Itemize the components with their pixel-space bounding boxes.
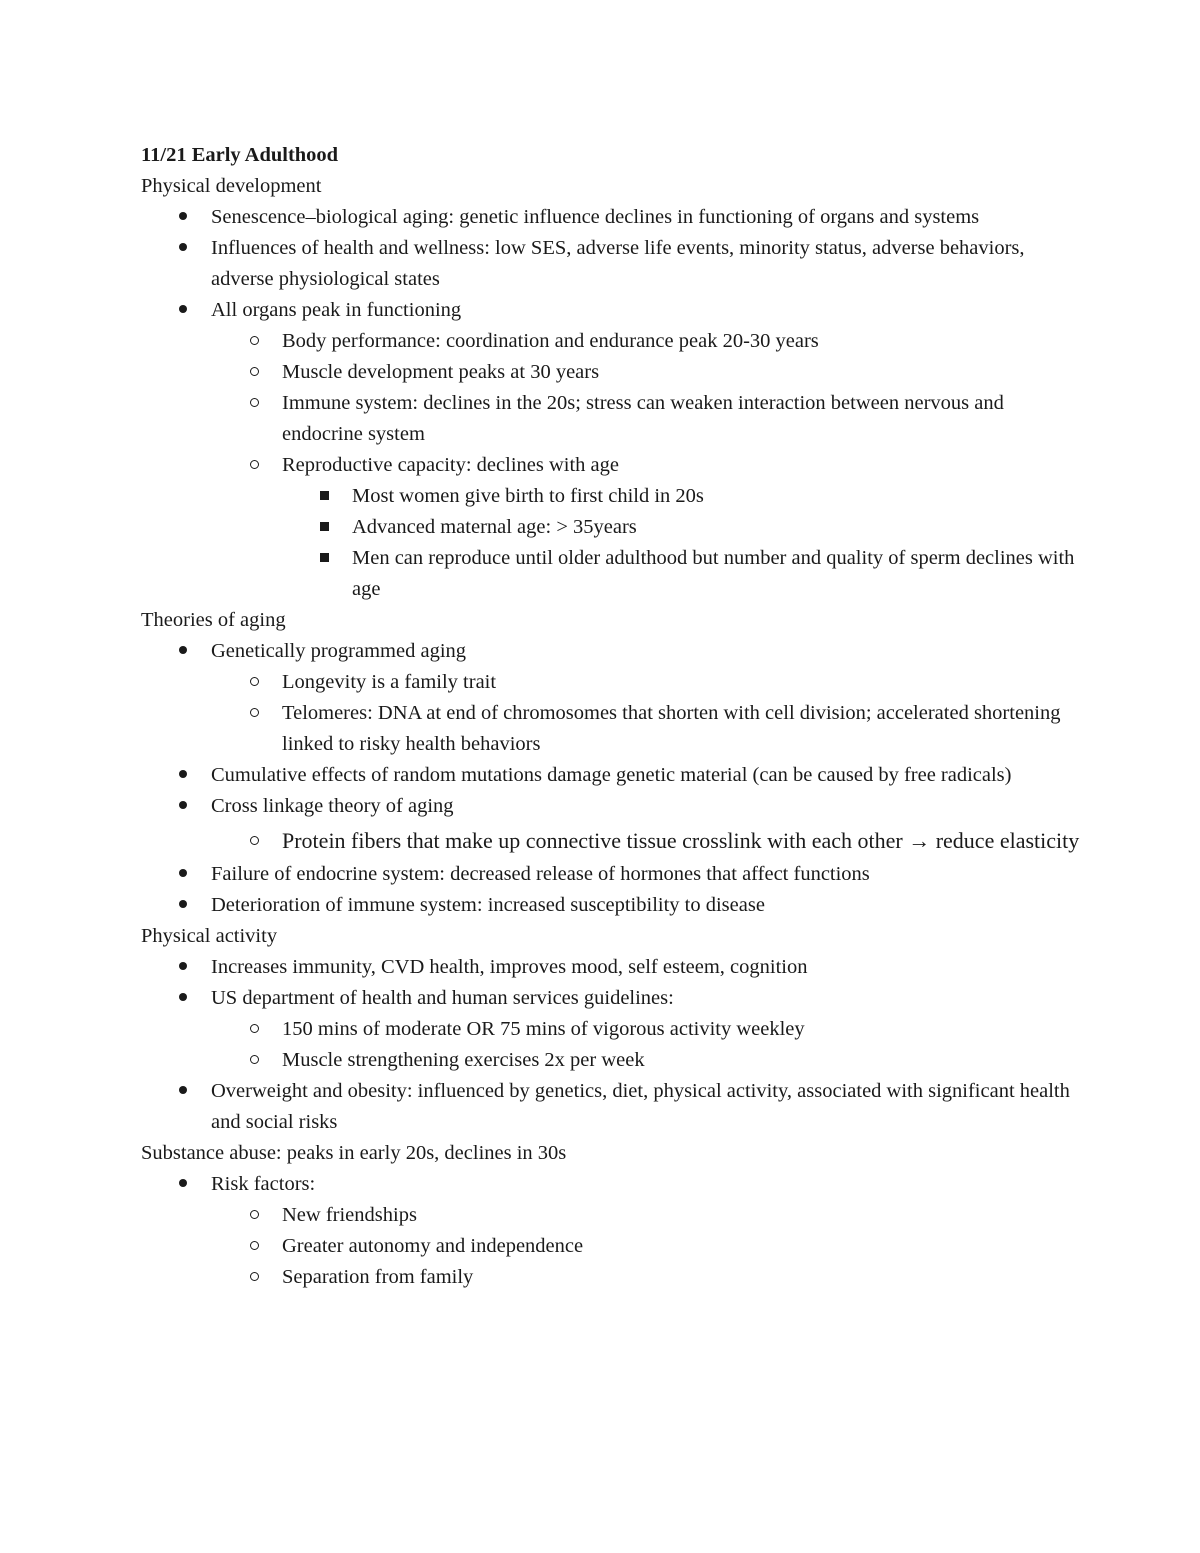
list-item: Immune system: declines in the 20s; stress can weaken interaction between nervous and endocrine system xyxy=(141,388,1081,450)
list-item: Increases immunity, CVD health, improves mood, self esteem, cognition xyxy=(141,952,1081,983)
bullet-square-icon xyxy=(314,543,334,574)
section-heading-substance-abuse: Substance abuse: peaks in early 20s, declines in 30s xyxy=(141,1142,567,1164)
bullet-circle-icon xyxy=(244,357,264,388)
list-item: Men can reproduce until older adulthood but number and quality of sperm declines with age xyxy=(141,543,1081,605)
bullet-circle-icon xyxy=(244,450,264,481)
list-physical-development xyxy=(141,202,1081,605)
bullet-square-icon xyxy=(314,512,334,543)
list-item: Body performance: coordination and endurance peak 20-30 years xyxy=(141,326,1081,357)
list-item: New friendships xyxy=(141,1200,1081,1231)
list-item: Advanced maternal age: > 35years xyxy=(141,512,1081,543)
list-item: Separation from family xyxy=(141,1262,1081,1293)
list-physical-activity xyxy=(141,952,1081,1138)
bullet-circle-icon xyxy=(244,326,264,357)
bullet-disc-icon xyxy=(173,295,193,326)
list-item: Longevity is a family trait xyxy=(141,667,1081,698)
list-substance-abuse xyxy=(141,1169,1081,1293)
section-heading-physical-activity: Physical activity xyxy=(141,925,278,947)
bullet-circle-icon xyxy=(244,1231,264,1262)
list-item: Most women give birth to first child in 20s xyxy=(141,481,1081,512)
list-item: Genetically programmed aging xyxy=(141,636,1081,667)
bullet-disc-icon xyxy=(173,890,193,921)
list-item: Influences of health and wellness: low SES, adverse life events, minority status, adverse behaviors, adverse physiological states xyxy=(141,233,1081,295)
bullet-disc-icon xyxy=(173,233,193,264)
list-item: Reproductive capacity: declines with age xyxy=(141,450,1081,481)
list-item: Senescence–biological aging: genetic influence declines in functioning of organs and systems xyxy=(141,202,1081,233)
document-page xyxy=(141,140,1081,1293)
list-item: All organs peak in functioning xyxy=(141,295,1081,326)
bullet-disc-icon xyxy=(173,859,193,890)
list-item: Protein fibers that make up connective tissue crosslink with each other → reduce elasticity xyxy=(141,822,1081,859)
list-item: Risk factors: xyxy=(141,1169,1081,1200)
bullet-circle-icon xyxy=(244,388,264,419)
list-item: Overweight and obesity: influenced by genetics, diet, physical activity, associated with significant health and social risks xyxy=(141,1076,1081,1138)
bullet-disc-icon xyxy=(173,636,193,667)
bullet-disc-icon xyxy=(173,202,193,233)
page-title: 11/21 Early Adulthood xyxy=(141,144,339,166)
section-heading-theories-of-aging: Theories of aging xyxy=(141,609,286,631)
bullet-disc-icon xyxy=(173,983,193,1014)
bullet-circle-icon xyxy=(244,1045,264,1076)
list-item: Cumulative effects of random mutations damage genetic material (can be caused by free radicals) xyxy=(141,760,1081,791)
list-theories-of-aging xyxy=(141,636,1081,921)
list-item: Telomeres: DNA at end of chromosomes that shorten with cell division; accelerated shortening linked to risky health behaviors xyxy=(141,698,1081,760)
list-item: 150 mins of moderate OR 75 mins of vigorous activity weekley xyxy=(141,1014,1081,1045)
list-item: Muscle development peaks at 30 years xyxy=(141,357,1081,388)
bullet-disc-icon xyxy=(173,1076,193,1107)
list-item: US department of health and human services guidelines: xyxy=(141,983,1081,1014)
section-heading-physical-development: Physical development xyxy=(141,175,322,197)
bullet-circle-icon xyxy=(244,822,264,859)
bullet-disc-icon xyxy=(173,952,193,983)
bullet-circle-icon xyxy=(244,698,264,729)
bullet-circle-icon xyxy=(244,1200,264,1231)
list-item: Cross linkage theory of aging xyxy=(141,791,1081,822)
bullet-disc-icon xyxy=(173,791,193,822)
bullet-circle-icon xyxy=(244,1262,264,1293)
bullet-square-icon xyxy=(314,481,334,512)
bullet-disc-icon xyxy=(173,760,193,791)
list-item: Deterioration of immune system: increased susceptibility to disease xyxy=(141,890,1081,921)
list-item: Greater autonomy and independence xyxy=(141,1231,1081,1262)
bullet-circle-icon xyxy=(244,667,264,698)
bullet-circle-icon xyxy=(244,1014,264,1045)
list-item: Failure of endocrine system: decreased release of hormones that affect functions xyxy=(141,859,1081,890)
list-item: Muscle strengthening exercises 2x per week xyxy=(141,1045,1081,1076)
bullet-disc-icon xyxy=(173,1169,193,1200)
